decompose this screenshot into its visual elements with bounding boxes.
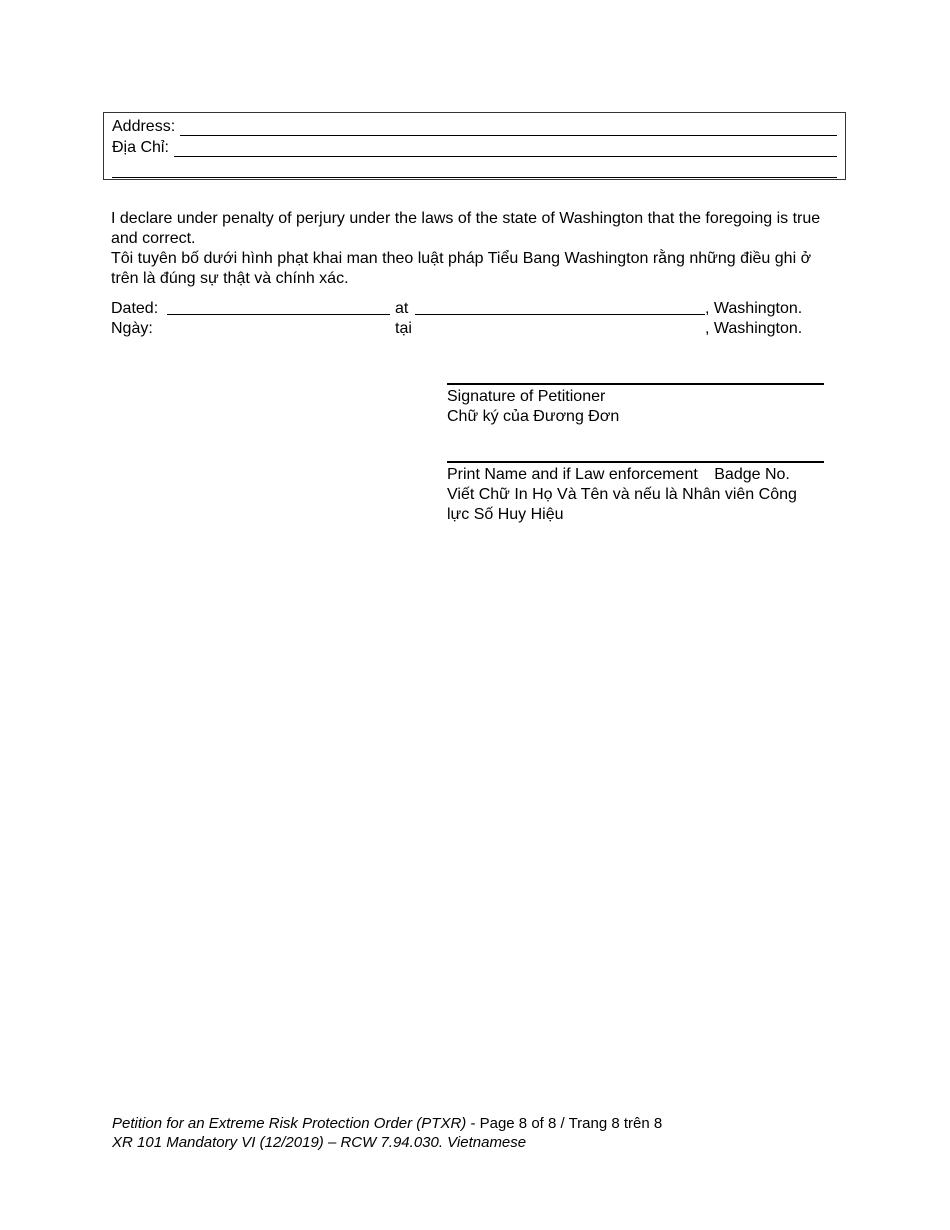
footer-line-2 [112, 1133, 662, 1152]
address-label: Address: [112, 118, 176, 135]
badge-label: Badge No. [714, 466, 790, 483]
petitioner-signature-line[interactable] [447, 383, 824, 385]
location-line[interactable] [415, 299, 705, 315]
address-box [103, 112, 846, 180]
dia-chi-line[interactable] [174, 142, 837, 157]
petitioner-signature-en: Signature of Petitioner [447, 388, 606, 405]
page-footer [112, 1114, 662, 1152]
footer-form-code: XR 101 Mandatory VI (12/2019) – RCW 7.94.030. Vietnamese [112, 1134, 527, 1151]
footer-form-title: Petition for an Extreme Risk Protection Order (PTXR) [112, 1115, 467, 1132]
declaration-english: I declare under penalty of perjury under the laws of the state of Washington that the foregoing is true and correct. [111, 210, 821, 247]
footer-page-info: - Page 8 of 8 / Trang 8 trên 8 [466, 1115, 663, 1132]
print-name-en-row [447, 465, 837, 485]
declaration-vietnamese: Tôi tuyên bố dưới hình phạt khai man theo luật pháp Tiểu Bang Washington rằng những điều ghi ở trên là đúng sự thật và chính xác. [111, 250, 812, 287]
at-label: at [395, 300, 409, 317]
print-name-vi-1: Viết Chữ In Họ Và Tên và nếu là Nhân viên Công [447, 486, 797, 503]
address-row [112, 116, 837, 136]
tai-label: tại [395, 320, 412, 337]
washington-label: , Washington. [705, 300, 803, 317]
address-extra-row [112, 158, 837, 178]
dated-row [111, 299, 841, 319]
dia-chi-row [112, 137, 837, 157]
declaration [111, 209, 841, 289]
print-name-line[interactable] [447, 461, 824, 463]
print-name-caption [447, 465, 837, 525]
dia-chi-label: Địa Chỉ: [112, 139, 169, 156]
print-name-en: Print Name and if Law enforcement [447, 466, 698, 483]
dated-label: Dated: [111, 300, 159, 317]
washington-vi-label: , Washington. [705, 320, 803, 337]
date-line[interactable] [167, 299, 390, 315]
ngay-label: Ngày: [111, 320, 153, 337]
petitioner-signature-vi: Chữ ký của Đương Đơn [447, 408, 620, 425]
address-line[interactable] [180, 121, 837, 136]
ngay-row [111, 319, 841, 339]
footer-line-1 [112, 1114, 662, 1133]
print-name-vi-2: lực Số Huy Hiệu [447, 506, 564, 523]
address-extra-line[interactable] [112, 163, 837, 178]
petitioner-signature-caption [447, 387, 837, 427]
